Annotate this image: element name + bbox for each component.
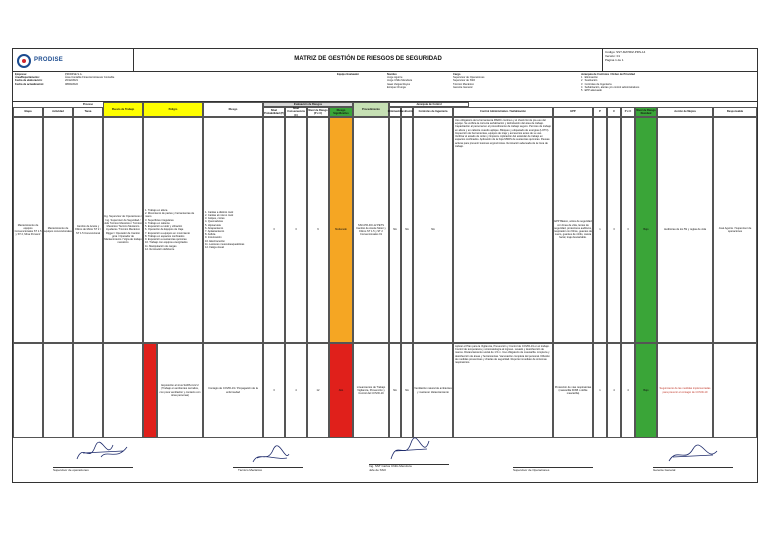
col-consequence: Nivel Consecuencia (C) xyxy=(285,107,307,117)
document-code: Código: SST-MATRIZ-PRS-14 xyxy=(605,50,646,54)
evaluator-positions: Cargo Supervisor de Operaciones Supervisor de SSO Técnico Mecánico Gerente General xyxy=(453,73,485,89)
col-responsible: Responsable xyxy=(713,107,757,117)
row1-elimination: NA xyxy=(389,117,401,343)
row2-hazard-flag xyxy=(143,343,157,438)
row2-elimination: NA xyxy=(389,343,401,438)
col-engineering: Controles de Ingeniería xyxy=(413,107,453,117)
row2-c: 4 xyxy=(607,343,621,438)
row2-procedure: Lineamientos de Trabajo Vigilancia, Prevención y Control del COVID-19 xyxy=(353,343,389,438)
row2-consequence: 4 xyxy=(285,343,307,438)
company-logo xyxy=(17,53,129,69)
row2-task xyxy=(73,343,103,438)
document-title: MATRIZ DE GESTIÓN DE RIESGOS DE SEGURIDAD xyxy=(133,49,603,71)
col-workplace: Puesto de Trabajo xyxy=(103,102,143,117)
col-stage: Etapa xyxy=(13,107,43,117)
row2-residual: Bajo xyxy=(635,343,657,438)
col-p: P xyxy=(593,107,607,117)
row2-probability: 3 xyxy=(263,343,285,438)
evaluator-team-title: Equipo Evaluador xyxy=(337,73,360,76)
info-values: PRODISE S.A. Área Contable Financiero/Asesor Contable 20/12/2021 08/09/2022 xyxy=(65,73,115,86)
row1-workplace: Ing. Supervisor de Operaciones / Ing. Supervisor de Seguridad / Jefe Técnico Mecánico / Técnico Mecánico Técnico Mecánico Ayudante / Técnico Mecánico Rigger / Operador de Camión grúa / Operador de Mantenimiento / Vigía de trabajo mecánico xyxy=(103,117,143,343)
row1-procedure: SSO-PR-DO-12 PETS Cambio de Aceite Motor y Filtros ST 1.5 y ST 2 Convencionales 01 xyxy=(353,117,389,343)
signature-2-label: Técnico Mecánico xyxy=(238,468,263,472)
col-task: Tarea xyxy=(73,107,103,117)
col-substitution: Sustitución xyxy=(401,107,413,117)
row2-responsible xyxy=(713,343,757,438)
row2-level: 12 xyxy=(307,343,329,438)
row1-level: 9 xyxy=(307,117,329,343)
row2-substitution: NA xyxy=(401,343,413,438)
row2-epp: Protección de vías respiratorias (mascarilla KN95 o doble mascarilla) xyxy=(553,343,593,438)
document-page: Página 1 de 1 xyxy=(605,57,624,62)
col-epp: EPP xyxy=(553,107,593,117)
col-residual: Nivel de Riesgo Residual xyxy=(636,108,656,115)
control-hierarchy-header: Jerarquía de Control xyxy=(389,102,469,107)
row2-admin-control: Aplicar el Plan para la Vigilancia, Prevención y Control de COVID-19 en el trabajo. Control de temperatura y sintomatología al ingreso. Lavado y desinfección de manos. Distanciamiento social de 1.5 m. Uso obligatorio de mascarilla. Limpieza y desinfección de áreas y herramientas. Vacunación completa del personal. Difusión de medidas preventivas y charlas de seguridad. Reporte inmediato de síntomas respiratorios. xyxy=(453,343,553,438)
row2-hazard: Exposición al virus SARS-CoV-2 (Trabajo en ambientes cerrados, con poca ventilación y contacto con otras personas) xyxy=(157,343,203,438)
col-admin-control: Control Administrativo / Señalización xyxy=(453,107,553,117)
row1-responsible: José Aguirre / Supervisor de operaciones xyxy=(713,117,757,343)
signature-4-label: Supervisor de Operaciones xyxy=(513,468,550,472)
evaluator-names: Nombre Jorge Aguirre Jorge Chillo Mendoza Isaac Vargas Reyes Enrique Chunga xyxy=(387,73,413,89)
row1-engineering: NA xyxy=(413,117,453,343)
row2-p: 1 xyxy=(593,343,607,438)
process-group-header: Proceso xyxy=(82,102,94,106)
row2-workplace xyxy=(103,343,143,438)
col-pxc: P x C xyxy=(621,107,635,117)
row1-substitution: NA xyxy=(401,117,413,343)
row2-improvement: Seguimiento de las medidas implementadas para prevenir el contagio de COVID-19 xyxy=(657,343,713,438)
row1-significance: Moderado xyxy=(329,117,353,343)
row1-stage: Mantenimiento de equipos Convencionales ST 1.5 y ST 2, Mina Porvenir xyxy=(13,117,43,343)
row1-residual: Bajo xyxy=(635,117,657,343)
row2-risk: Contagio de COVID-19 / Propagación de la enfermedad xyxy=(203,343,263,438)
risk-matrix-sheet xyxy=(12,48,758,483)
risk-evaluation-header: Evaluación de Riesgos xyxy=(263,102,353,107)
row1-admin-control: Uso obligatorio de la herramienta IPERC continuo y el check list de pre-uso del equipo. Se verifica la correcta señalización y delimitación del área de trabajo. Capacitación al personal en el procedimiento de trabajo seguro. Permiso de trabajo en altura y en caliente cuando aplique. Bloqueo y etiquetado de energías (LOTO). Inspección de herramientas, equipos de izaje y accesorios antes de su uso. Verificar el estado de orden y limpieza. Aplicación del estándar de trabajo en espacios confinados. Aplicación de la hoja MSDS de sustancias químicas. Pausas activas para prevenir lesiones ergonómicas. Iluminación adecuada de la zona de trabajo. xyxy=(453,117,553,343)
row1-p: 1 xyxy=(593,117,607,343)
company-logo-icon xyxy=(17,54,31,68)
col-hazard: Peligro xyxy=(143,102,203,117)
col-risk-level: Nivel de Riesgo (P x C) xyxy=(308,108,328,115)
row1-hazard: 1. Trabajo en altura 2. Movimiento de partes y herramientas de mano 3. Superficies irregulares 4. Trabajo en caliente 5. Exposición a ruido y vibración 6. Operación de Equipos de Izaje 7. Exposición a equipos en movimiento 8. Trabajo en espacios confinados 9. Exposición a sustancias químicas 10. Trabajo con equipos energizados 11. Manipulación de cargas 12. Iluminación deficiente xyxy=(143,117,203,343)
row2-engineering: Ventilación natural de ambientes y mantener distanciamiento xyxy=(413,343,453,438)
row2-stage xyxy=(13,343,43,438)
signature-5-image xyxy=(665,441,721,469)
signature-2-image xyxy=(249,444,293,468)
row1-activity: Mantenimiento de equipos convencionales xyxy=(43,117,73,343)
row2-activity xyxy=(43,343,73,438)
control-hierarchy-legend: Jerarquía de Controles / Orden de Prioridad 1 Eliminación 2 Sustitución 3 Controles de Ingeniería 4 Señalización, alertas y/o control administrativos 5 EPP adecuado xyxy=(581,73,640,93)
col-procedure: Procedimiento xyxy=(353,102,389,117)
col-risk: Riesgo xyxy=(203,102,263,117)
col-activity: Actividad xyxy=(43,107,73,117)
row1-improvement: Auditorías de los 5S y reglas de vida xyxy=(657,117,713,343)
signature-3-label: Ing. SST Carlos Chillo Mendoza Jefe de SSO xyxy=(369,464,412,472)
col-improvement: Acción de Mejora xyxy=(657,107,713,117)
row1-consequence: 3 xyxy=(285,117,307,343)
row1-c: 3 xyxy=(607,117,621,343)
row1-risk: 1. Caídas a distinto nivel 2. Caídas al mismo nivel 3. Golpes, cortes 4. Quemaduras 5. Hipoacusia 6. Atrapamiento 7. Aplastamiento 8. Asfixia 9. Intoxicación 10. Electrocución 11. Lesiones musculoesqueléticas 12. Fatiga visual xyxy=(203,117,263,343)
row1-pxc: 3 xyxy=(621,117,635,343)
signature-1-image xyxy=(73,439,133,467)
document-code-block xyxy=(605,51,645,62)
signature-3-image xyxy=(385,435,435,467)
col-significant: Riesgo Significativo xyxy=(329,107,353,117)
document-version: Versión: 01 xyxy=(605,53,621,58)
row1-probability: 3 xyxy=(263,117,285,343)
signature-5-label: Gerente General xyxy=(653,468,676,472)
company-name: PRODISE xyxy=(34,57,64,64)
row2-pxc: 4 xyxy=(621,343,635,438)
row1-task: Cambio de Aceite y Filtros de Motor ST 2 / ST 1.5 Convencional xyxy=(73,117,103,343)
col-c: C xyxy=(607,107,621,117)
col-probability: Nivel Probabilidad (P) xyxy=(264,108,284,115)
signature-1-label: Supervisor de operaciones xyxy=(53,468,89,472)
row1-epp: EPP Básico, arnés de seguridad con línea de vida, lentes de seguridad, protectores auditivos, respirador con filtros, guantes de cuero, guantes de nitrilo, careta facial, traje descartable. xyxy=(553,117,593,343)
row2-significance: Alto xyxy=(329,343,353,438)
col-elimination: Eliminación xyxy=(389,107,401,117)
info-labels: Empresa: Área/Departamento: Fecha de elaboración: Fecha de actualización: xyxy=(15,73,45,86)
